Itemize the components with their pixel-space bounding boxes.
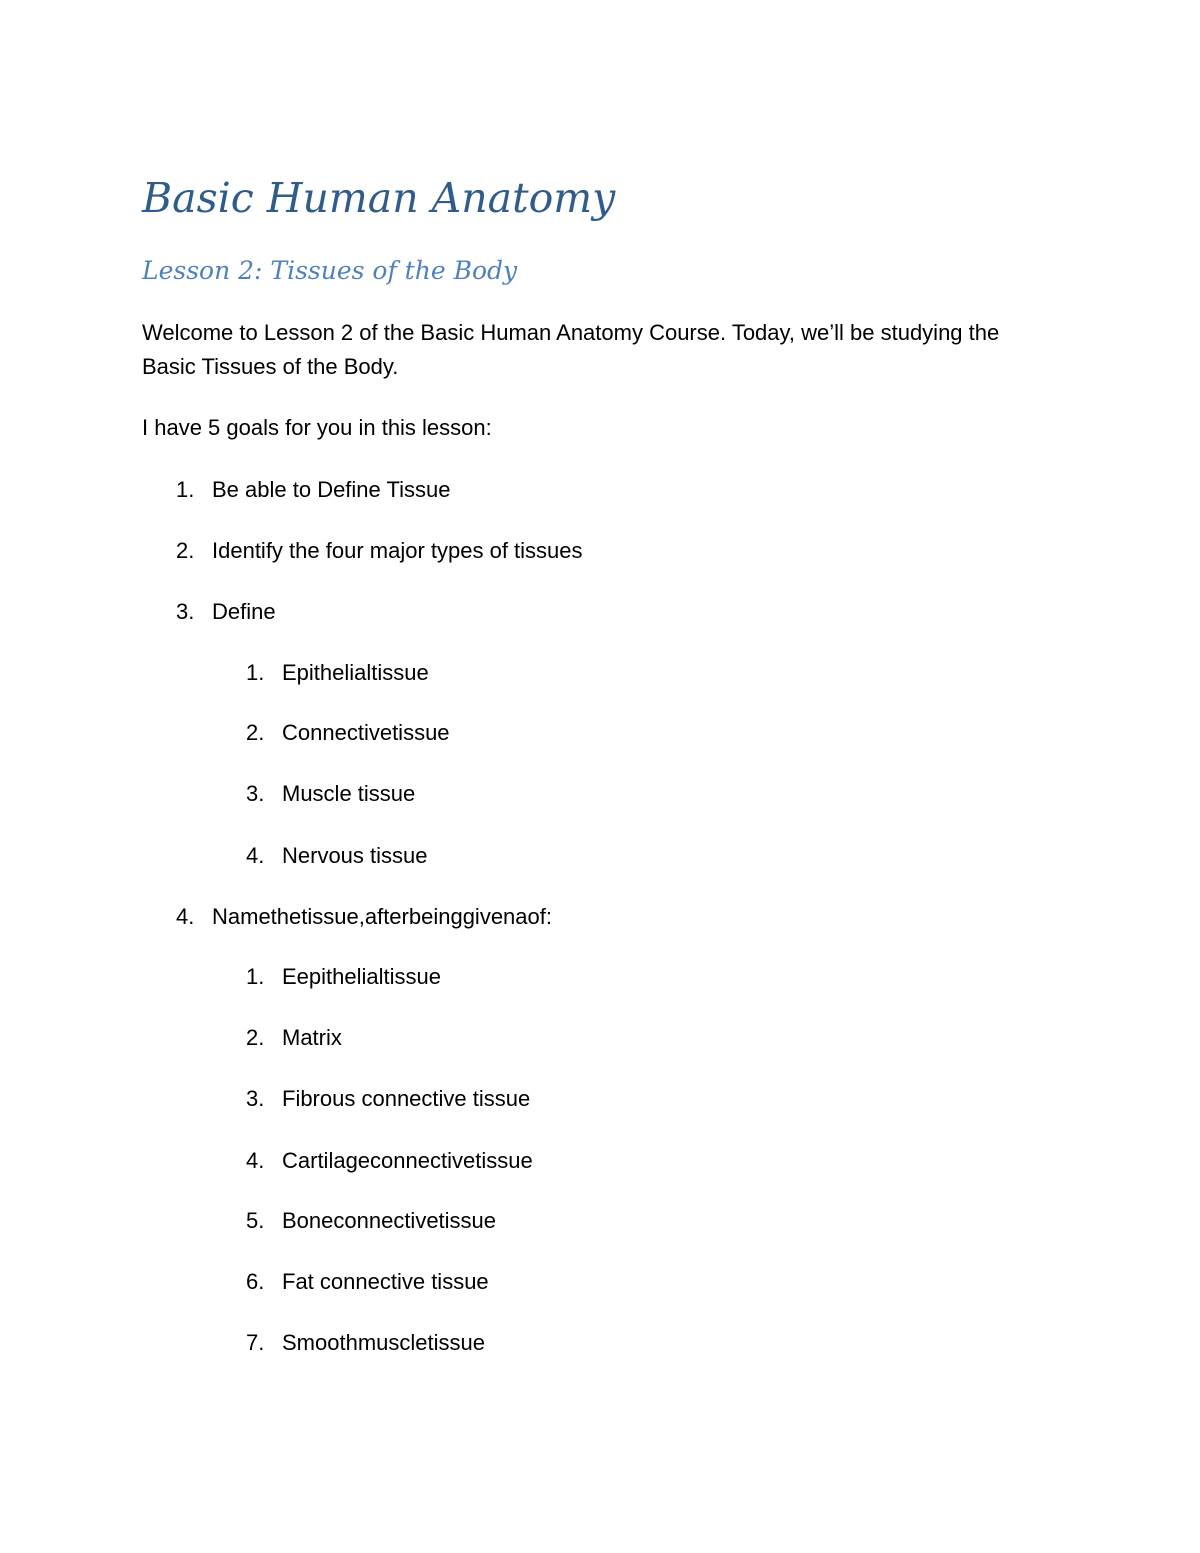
list-item-text: Smoothmuscletissue (282, 1330, 485, 1355)
list-item-text: Matrix (282, 1025, 342, 1050)
list-number: 5. (246, 1208, 265, 1233)
goals-intro-paragraph: I have 5 goals for you in this lesson: (142, 415, 492, 440)
goal-item (176, 900, 552, 934)
define-sub-item (246, 839, 428, 873)
name-sub-item (246, 1265, 489, 1299)
list-item-text: Namethetissue,afterbeinggivenaof: (212, 904, 552, 929)
name-sub-item (246, 1326, 485, 1360)
define-sub-item (246, 777, 415, 811)
goal-item (176, 595, 276, 629)
list-item-text: Cartilageconnectivetissue (282, 1148, 533, 1173)
define-sub-item (246, 656, 429, 690)
list-item-text: Fat connective tissue (282, 1269, 489, 1294)
list-number: 3. (246, 781, 265, 806)
list-item-text: Eepithelialtissue (282, 964, 441, 989)
name-sub-item (246, 1204, 496, 1238)
list-number: 2. (176, 538, 195, 563)
list-number: 4. (246, 1148, 265, 1173)
name-sub-item (246, 1021, 342, 1055)
name-sub-item (246, 1082, 530, 1116)
list-item-text: Epithelialtissue (282, 660, 429, 685)
name-sub-item (246, 960, 441, 994)
intro-paragraph: Welcome to Lesson 2 of the Basic Human Anatomy Course. Today, we’ll be studying the Basic Tissues of the Body. (142, 320, 1000, 379)
list-item-text: Connectivetissue (282, 720, 450, 745)
list-item-text: Fibrous connective tissue (282, 1086, 531, 1111)
list-item-text: Define (212, 599, 276, 624)
name-sub-item (246, 1144, 533, 1178)
list-number: 4. (246, 843, 265, 868)
list-number: 3. (176, 599, 195, 624)
goal-item (176, 473, 450, 507)
list-item-text: Muscle tissue (282, 781, 416, 806)
list-item-text: Nervous tissue (282, 843, 428, 868)
list-number: 1. (246, 964, 265, 989)
list-number: 1. (246, 660, 265, 685)
list-number: 6. (246, 1269, 265, 1294)
list-number: 7. (246, 1330, 265, 1355)
list-number: 1. (176, 477, 195, 502)
define-sub-item (246, 716, 450, 750)
list-number: 2. (246, 1025, 265, 1050)
goal-item (176, 534, 583, 568)
list-number: 3. (246, 1086, 265, 1111)
list-number: 2. (246, 720, 265, 745)
list-number: 4. (176, 904, 195, 929)
list-item-text: Identify the four major types of tissues (212, 538, 583, 563)
list-item-text: Be able to Define Tissue (212, 477, 451, 502)
list-item-text: Boneconnectivetissue (282, 1208, 497, 1233)
lesson-subtitle: Lesson 2: Tissues of the Body (142, 256, 518, 285)
document-title: Basic Human Anatomy (142, 174, 616, 222)
